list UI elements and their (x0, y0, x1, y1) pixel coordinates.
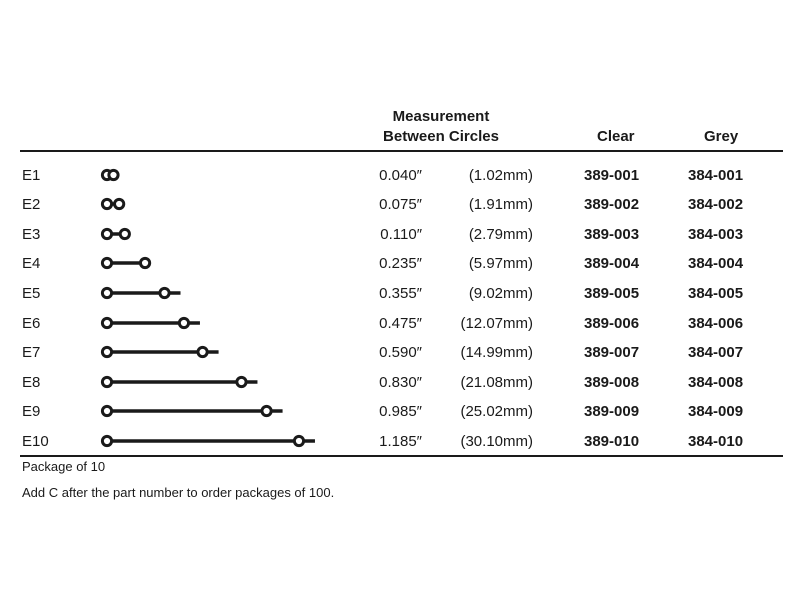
measurement-mm: (1.02mm) (468, 166, 533, 184)
eyelet-icon (0, 338, 340, 368)
measurement-mm: (9.02mm) (468, 284, 533, 302)
measurement-mm: (12.07mm) (460, 314, 533, 332)
part-id: E9 (22, 403, 41, 421)
table-row (0, 397, 800, 427)
grey-part-number: 384-001 (688, 166, 744, 184)
footer-divider (20, 455, 783, 457)
measurement-mm: (30.10mm) (460, 432, 533, 450)
clear-part-number: 389-007 (584, 344, 640, 362)
eyelet-circle-right (140, 259, 149, 268)
eyelet-circle-left (102, 199, 111, 208)
eyelet-circle-left (102, 377, 111, 386)
measurement-header-line2: Between Circles (383, 128, 499, 145)
eyelet-circle-right (120, 229, 129, 238)
eyelet-circle-left (102, 259, 111, 268)
part-id: E5 (22, 284, 41, 302)
header-divider (20, 150, 783, 152)
table-row (0, 427, 800, 457)
part-id: E8 (22, 373, 41, 391)
part-id: E4 (22, 255, 41, 273)
grey-part-number: 384-009 (688, 403, 744, 421)
measurement-inches: 0.355″ (379, 284, 422, 302)
eyelet-circle-left (102, 407, 111, 416)
measurement-mm: (14.99mm) (460, 344, 533, 362)
measurement-mm: (5.97mm) (468, 255, 533, 273)
grey-part-number: 384-006 (688, 314, 744, 332)
measurement-header (358, 107, 524, 147)
grey-part-number: 384-010 (688, 432, 744, 450)
eyelet-circle-right (198, 347, 207, 356)
clear-part-number: 389-009 (584, 403, 640, 421)
package-note: Package of 10 (22, 459, 106, 474)
eyelet-circle-right (109, 170, 118, 179)
eyelet-circle-left (102, 347, 111, 356)
grey-part-number: 384-007 (688, 344, 744, 362)
grey-part-number: 384-002 (688, 196, 744, 214)
table-row (0, 338, 800, 368)
table-row (0, 368, 800, 398)
order-note: Add C after the part number to order packages of 100. (22, 485, 335, 500)
part-id: E3 (22, 225, 41, 243)
eyelet-icon (0, 427, 340, 457)
eyelet-circle-right (294, 436, 303, 445)
grey-part-number: 384-003 (688, 225, 744, 243)
clear-part-number: 389-004 (584, 255, 640, 273)
table-row (0, 190, 800, 220)
grey-part-number: 384-004 (688, 255, 744, 273)
clear-part-number: 389-003 (584, 225, 640, 243)
eyelet-circle-left (102, 436, 111, 445)
grey-part-number: 384-008 (688, 373, 744, 391)
part-id: E6 (22, 314, 41, 332)
clear-part-number: 389-002 (584, 196, 640, 214)
clear-part-number: 389-005 (584, 284, 640, 302)
eyelet-circle-left (102, 318, 111, 327)
part-id: E10 (22, 432, 49, 450)
eyelet-icon (0, 397, 340, 427)
measurement-inches: 0.075″ (379, 196, 422, 214)
part-id: E1 (22, 166, 41, 184)
eyelet-circle-right (262, 407, 271, 416)
eyelet-circle-right (115, 199, 124, 208)
part-id: E7 (22, 344, 41, 362)
grey-part-number: 384-005 (688, 284, 744, 302)
eyelet-circle-right (237, 377, 246, 386)
eyelet-icon (0, 249, 340, 279)
measurement-mm: (21.08mm) (460, 373, 533, 391)
clear-part-number: 389-006 (584, 314, 640, 332)
measurement-inches: 0.235″ (379, 255, 422, 273)
measurement-mm: (1.91mm) (468, 196, 533, 214)
measurement-inches: 0.590″ (379, 344, 422, 362)
table-row (0, 161, 800, 191)
table-row (0, 220, 800, 250)
clear-part-number: 389-010 (584, 432, 640, 450)
measurement-inches: 1.185″ (379, 432, 422, 450)
measurement-mm: (2.79mm) (468, 225, 533, 243)
eyelet-circle-left (102, 229, 111, 238)
clear-part-number: 389-008 (584, 373, 640, 391)
eyelet-circle-right (179, 318, 188, 327)
eyelet-icon (0, 161, 340, 191)
measurement-inches: 0.830″ (379, 373, 422, 391)
measurement-mm: (25.02mm) (460, 403, 533, 421)
clear-part-number: 389-001 (584, 166, 640, 184)
eyelet-icon (0, 190, 340, 220)
eyelet-icon (0, 309, 340, 339)
measurement-inches: 0.110″ (380, 225, 422, 243)
eyelet-icon (0, 220, 340, 250)
measurement-inches: 0.475″ (379, 314, 422, 332)
table-row (0, 279, 800, 309)
table-row (0, 249, 800, 279)
part-id: E2 (22, 196, 41, 214)
measurement-inches: 0.985″ (379, 403, 422, 421)
grey-header: Grey (704, 128, 739, 145)
eyelet-circle-right (160, 288, 169, 297)
table-row (0, 309, 800, 339)
eyelet-icon (0, 279, 340, 309)
eyelet-circle-left (102, 288, 111, 297)
clear-header: Clear (597, 128, 635, 145)
eyelet-icon (0, 368, 340, 398)
measurement-inches: 0.040″ (379, 166, 422, 184)
measurement-header-line1: Measurement (392, 108, 490, 125)
